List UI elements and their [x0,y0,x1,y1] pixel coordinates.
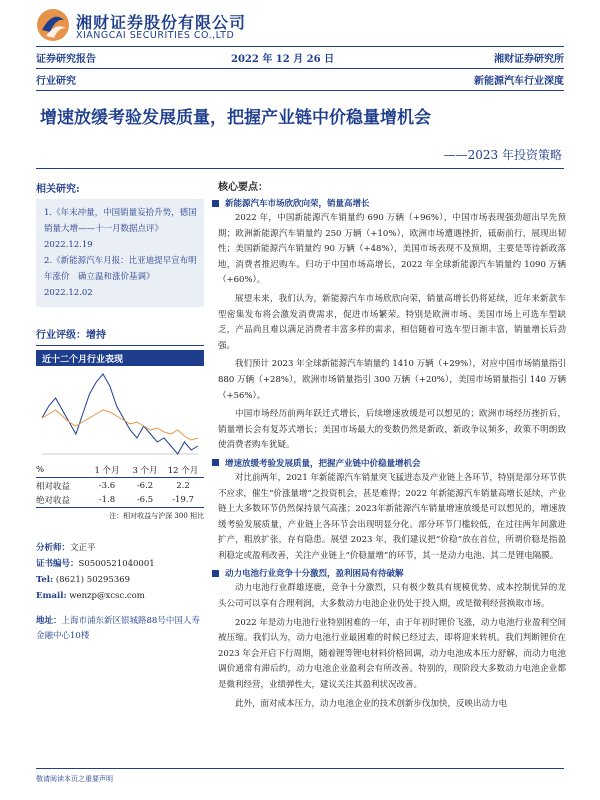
email-label: Email: [36,591,67,601]
header-rule-top [36,46,564,47]
addr-text: 上海市浦东新区银城路88号中国人寿金融中心10楼 [36,616,200,641]
company-logo-icon [36,8,70,42]
section-heading: 新能源汽车市场欣欣向荣，销量高增长 [212,197,566,209]
chart-title: 近十二个月行业表现 [36,350,204,366]
institute-name: 湘财证券研究所 [494,54,564,65]
report-title: 增速放缓考验发展质量，把握产业链中价稳量增机会 [40,108,431,128]
company-logo [36,6,296,46]
perf-header-row [36,463,204,478]
paragraph: 中国市场经历前两年跃迁式增长，后续增速放缓是可以想见的；欧洲市场经历挫折后，销量增长会有复苏式增长；美国市场最大的变数仍然是新政，新政争议频多，政策不明朗致使消费者购车犹疑。 [218,409,566,451]
perf-cell: 2.2 [176,480,190,491]
address [36,614,204,644]
perf-row [36,493,204,508]
header-rule-bottom [36,90,564,91]
cert-number: S0500521040001 [78,559,155,569]
header-rule-mid [36,68,564,69]
paragraph: 2022 年，中国新能源汽车销量约 690 万辆（+96%），中国市场表现强劲超出早先预期；欧洲新能源汽车销量约 250 万辆（+10%），欧洲市场遭遇挫折，砥砺前行，展现出韧性；美国新能源汽车销量约 90 万辆（+48%），美国市场表现不及预期，主要是等待新政落地，消费者推迟购车。归功于中国市场高增长，2022 年全球新能源汽车销量约 1090 万辆（+60%）。 [218,213,566,286]
related-item[interactable]: 1.《年末冲量，中国销量妄拾升势，德国销量大增——十一月数据点评》2022.12.19 [44,208,197,250]
section-heading: 增速放缓考验发展质量，把握产业链中价稳量增机会 [212,457,566,469]
analyst-name: 文正平 [70,543,96,553]
perf-cell: -19.7 [172,495,194,505]
perf-header: 3 个月 [132,466,158,476]
header-row-1 [36,50,564,66]
email-link[interactable]: wenzp@xcsc.com [69,591,145,601]
perf-header: % [36,465,45,475]
perf-cell: -1.8 [98,495,116,505]
related-heading: 相关研究: [36,184,80,195]
analyst-label: 分析师： [36,543,71,553]
report-category: 行业研究 [36,76,76,87]
related-list [36,199,204,307]
related-research [36,180,204,307]
report-date: 2022 年 12 月 26 日 [231,54,335,65]
paragraph: 展望未来，我们认为，新能源汽车市场欣欣向荣，销量高增长仍将延续，近年来新款车型密集发布将会激发消费需求，促进市场繁荣。特别是欧洲市场、美国市场上可选车型缺乏，产品尚且难以满足消费者丰富多样的需求，相信随着可选车型日渐丰富，销量增长后劲强。 [218,293,566,351]
perf-cell: -6.5 [136,495,154,505]
section-heading: 动力电池行业竞争十分激烈，盈利困局有待破解 [212,567,566,579]
footer-rule [36,768,564,769]
square-bullet-icon [212,200,219,207]
perf-label: 绝对收益 [36,496,71,506]
addr-label: 地址： [36,616,62,626]
cert-label: 证书编号： [36,559,79,569]
company-name-cn: 湘财证券股份有限公司 [76,13,247,32]
paragraph: 我们预计 2023 年全球新能源汽车销量约 1410 万辆（+29%），对应中国市场销量指引 880 万辆（+28%），欧洲市场销量指引 300 万辆（+20%），美国市场销量指引 140 万辆（+56%）。 [218,359,566,401]
disclaimer-link[interactable]: 敬请阅读本页之重要声明 [36,775,113,783]
chart-series-line-1 [42,374,198,454]
perf-note: 注：相对收益与沪深 300 相比 [109,512,204,520]
core-heading: 核心要点： [218,182,268,193]
header-row-2 [36,72,564,88]
tel-label: Tel: [36,575,54,585]
performance-chart [36,368,204,460]
report-type: 证券研究报告 [36,54,96,65]
performance-table [36,463,204,521]
perf-label: 相对收益 [36,481,71,492]
industry-rating: 行业评级：增持 [36,326,204,346]
report-subcategory: 新能源汽车行业深度 [474,76,564,87]
analyst-info [36,540,204,604]
paragraph: 2022 年是动力电池行业特别困难的一年，由于年初时锂价飞涨，动力电池行业盈利空间被压缩。我们认为，动力电池行业最困难的时候已经过去，即将迎来转机。我们判断锂价在 2023 年会开启下行周期，随着锂等锂电材料价格回调，动力电池成本压力舒解，而动力电池调价通常有滞后约，动力电池企业盈利会有所改善。特别的，现阶段大多数动力电池企业都是微利经营，业绩弹性大，建议关注其盈利状况改善。 [218,617,566,691]
title-rule [36,168,564,169]
main-content [218,178,566,715]
square-bullet-icon [212,570,219,577]
perf-row [36,478,204,493]
paragraph: 动力电池行业群雄逐鹿，竞争十分激烈，只有极少数具有规模优势、成本控制优异的龙头公司可以享有合理利润，大多数动力电池企业仍处于投入期，或是微利经营换取市场。 [218,583,566,610]
perf-cell: -3.6 [98,480,116,491]
company-name-en: XIANGCAI SECURITIES CO.,LTD [76,30,235,41]
perf-cell: -6.2 [136,480,154,491]
perf-header: 12 个月 [167,466,199,476]
related-item[interactable]: 2.《新能源汽车月报：比亚迪提早宣布明年涨价 确立温和涨价基调》2022.12.02 [44,256,197,298]
tel-number: (8621) 50295369 [55,575,131,585]
paragraph: 对比前两年，2021 年新能源汽车销量突飞猛进态及产业链上各环节，特别是部分环节供不应求，催生“价涨量增”之投资机会，甚是难得；2022 年新能源汽车销量高增长延续，产业链上大多数环节仍然保持景气高涨；2023年新能源汽车销量增速放缓是可以想见的，增速放缓考验发展质量，产业链上各环节会出现明显分化。部分环节门槛较低，在过往两年间激进扩产，粗放扩张，存有隐患。展望 2023 年，我们建议把“价稳”放在首位，所谓价稳是指盈利稳定或盈利改善，关注产业链上“价稳量增”的环节，其一是动力电池、其二是锂电隔膜。 [218,472,566,561]
report-subtitle: ——2023 年投资策略 [443,148,562,162]
perf-header: 1 个月 [94,466,120,476]
paragraph: 此外，面对成本压力，动力电池企业的技术创新步伐加快，反映出动力电 [235,698,508,709]
square-bullet-icon [212,459,219,466]
